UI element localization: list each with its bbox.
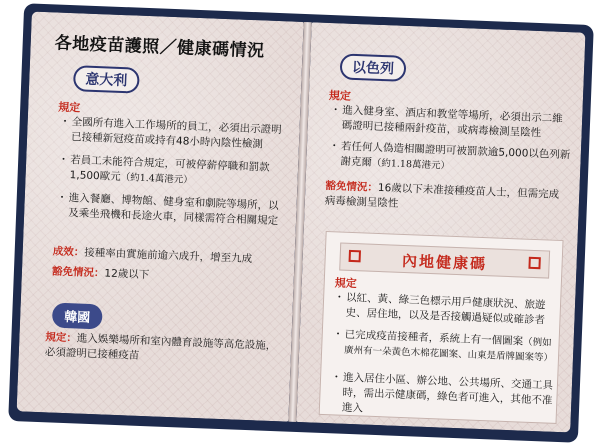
israel-exempt-text: 16歲以下未准接種疫苗人士，但需完成病毒檢測呈陰性 (324, 181, 560, 210)
mainland-header (339, 243, 550, 279)
italy-tag: 意大利 (73, 65, 140, 94)
israel-rule-2-note: （約1.18萬港元） (371, 157, 451, 172)
israel-tag: 以色列 (340, 53, 407, 82)
israel-rule-2-text: 若任何人偽造相關證明可被罰款逾5,000以色列新謝克爾 (340, 140, 571, 169)
page-title: 各地疫苗護照／健康碼情況 (54, 33, 265, 62)
korea-rules-text: 進入娛樂場所和室內體育設施等高危設施，必須證明已接種疫苗 (44, 332, 277, 362)
israel-rule-1: ・ 進入健身室、酒店和教堂等場所，必須出示二維碼證明已接種兩針疫苗，或病毒檢測呈陰性 (331, 103, 572, 142)
mainland-rule-2-note: （例如廣州有一朵黃色木棉花圖案、山東是盾牌圖案等） (343, 336, 554, 364)
italy-exempt (52, 264, 150, 283)
israel-rules-label: 規定 (328, 88, 352, 103)
mainland-title: 內地健康碼 (401, 251, 488, 274)
italy-rule-3: ・ 進入餐廳、博物館、健身室和劇院等場所，以及乘坐飛機和長途火車，同樣需符合相關規定 (58, 191, 284, 230)
mainland-rules-label: 規定 (334, 276, 357, 291)
italy-effect-text: 接種率由實施前逾六成升，增至九成 (83, 246, 253, 266)
italy-rules-label: 規定 (58, 100, 81, 115)
mainland-rule-1: ・ 以紅、黃、綠三色標示用戶健康狀況、旅遊史、居住地，以及是否接觸過疑似或確診者 (335, 290, 556, 328)
italy-exempt-label: 豁免情況： (51, 265, 105, 280)
israel-exempt (325, 179, 566, 218)
italy-rule-1: ・ 全國所有進入工作場所的員工，必須出示證明已接種新冠疫苗或持有48小時內陰性檢測 (61, 115, 282, 153)
korea-tag: 韓國 (52, 303, 103, 330)
passport-booklet (8, 3, 594, 443)
square-icon (528, 257, 540, 269)
mainland-health-code-box (319, 231, 564, 424)
italy-effect-label: 成效： (52, 245, 85, 259)
italy-rule-2 (59, 153, 290, 192)
mainland-rule-3: ・ 進入居住小區、辦公地、公共場所、交通工具時，需出示健康碼，綠色者可進入，其他不准進入 (332, 370, 554, 423)
korea-rules (45, 330, 278, 369)
italy-rule-2-text: 若員工未能符合規定，可被停薪停職和罰款1,500歐元 (69, 154, 270, 184)
mainland-rule-2 (334, 327, 555, 365)
israel-rule-2 (330, 139, 571, 178)
korea-rules-label: 規定： (45, 331, 78, 345)
left-page (17, 12, 304, 422)
mainland-rule-2-text: 已完成疫苗接種者，系統上有一個圖案 (344, 328, 524, 348)
italy-rule-2-note: （約1.4萬港元） (120, 172, 193, 186)
italy-exempt-text: 12歲以下 (104, 267, 150, 282)
right-page (296, 22, 585, 432)
israel-exempt-label: 豁免情況： (325, 179, 379, 194)
